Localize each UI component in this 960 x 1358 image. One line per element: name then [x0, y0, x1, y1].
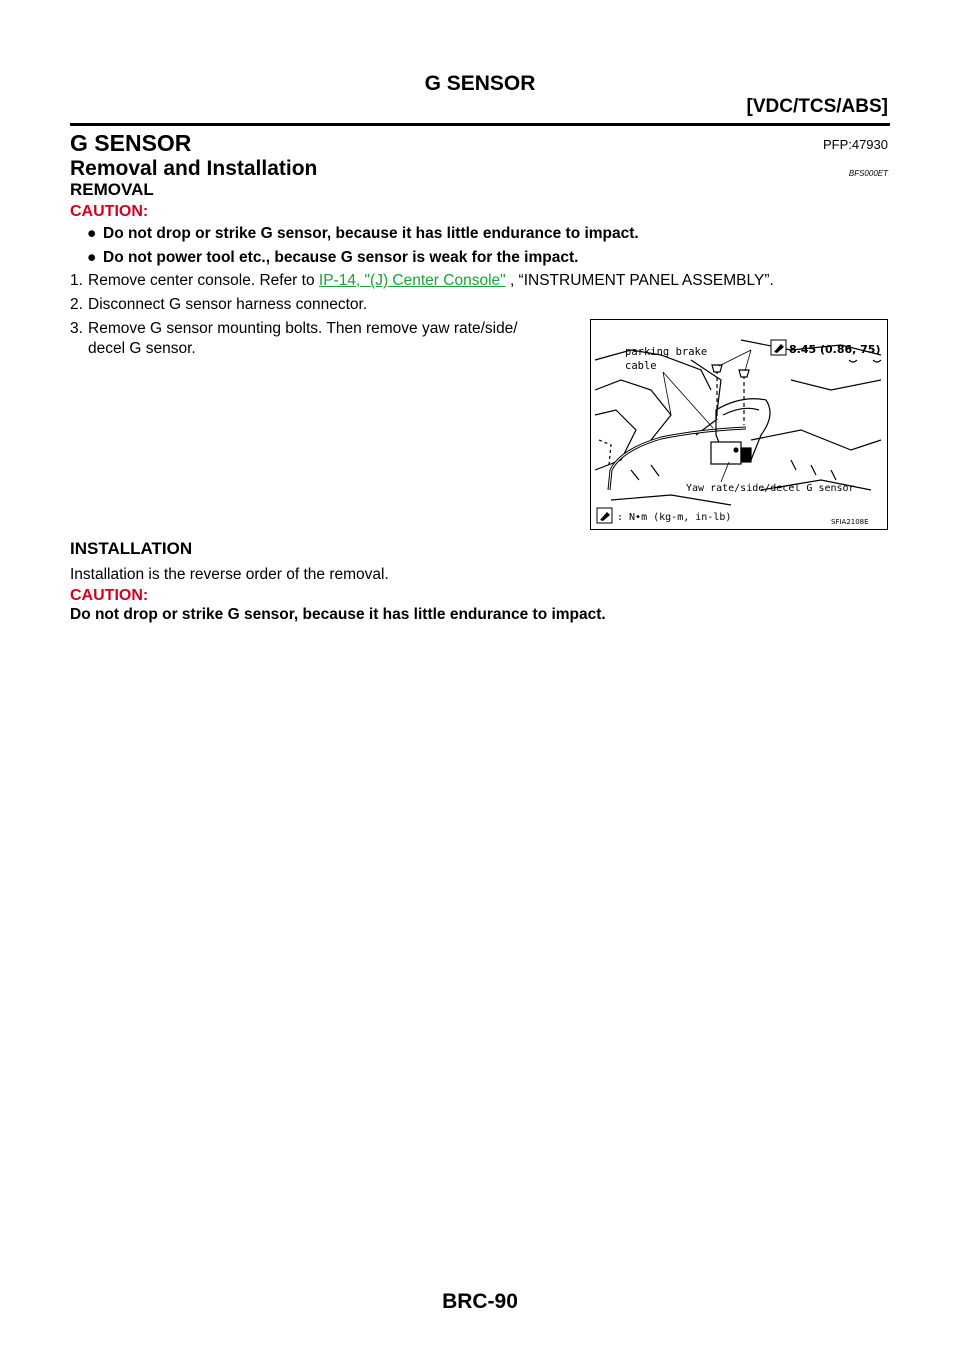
step-2: 2. Disconnect G sensor harness connector.	[70, 296, 368, 313]
step-3: 3. Remove G sensor mounting bolts. Then remove yaw rate/side/ decel G sensor.	[70, 320, 518, 357]
removal-heading: REMOVAL	[70, 180, 154, 199]
ip14-center-console-link[interactable]: IP-14, "(J) Center Console"	[318, 272, 506, 289]
g-sensor-diagram	[591, 320, 887, 529]
figure-id: SFIA2108E	[831, 518, 869, 526]
section-title: G SENSOR	[70, 130, 192, 156]
figure-label-sensor: Yaw rate/side/decel G sensor	[686, 483, 855, 494]
caution-bullet: ● Do not drop or strike G sensor, because it has little endurance to impact.	[87, 225, 639, 242]
bullet-dot: ●	[87, 225, 97, 242]
installation-heading: INSTALLATION	[70, 539, 193, 558]
running-header-title: G SENSOR	[424, 72, 536, 95]
installation-caution-text: Do not drop or strike G sensor, because it has little endurance to impact.	[70, 606, 606, 623]
running-header-section: [VDC/TCS/ABS]	[746, 96, 888, 117]
part-number: PFP:47930	[822, 137, 888, 152]
subsection-code: BFS000ET	[848, 169, 888, 178]
step-1: 1. Remove center console. Refer to IP-14, "(J) Center Console" , “INSTRUMENT PANEL ASSEMBLY”.	[70, 272, 774, 289]
installation-caution-label: CAUTION:	[70, 587, 149, 604]
figure-label-parking: parking brake	[625, 346, 708, 358]
caution-bullet: ● Do not power tool etc., because G sensor is weak for the impact.	[87, 249, 579, 266]
torque-wrench-icon	[771, 340, 786, 355]
torque-wrench-legend-icon	[597, 508, 612, 523]
figure-torque-value: 8.45 (0.86, 75)	[789, 343, 881, 356]
bullet-dot: ●	[87, 249, 97, 266]
g-sensor-figure	[590, 319, 888, 530]
caution-label: CAUTION:	[70, 203, 149, 220]
figure-label-cable: cable	[625, 360, 657, 372]
figure-units: : N•m (kg-m, in-lb)	[617, 512, 732, 523]
header-rule	[70, 123, 890, 126]
subsection-title: Removal and Installation	[70, 157, 318, 180]
installation-text: Installation is the reverse order of the removal.	[70, 566, 389, 583]
page-number: BRC-90	[442, 1290, 518, 1313]
